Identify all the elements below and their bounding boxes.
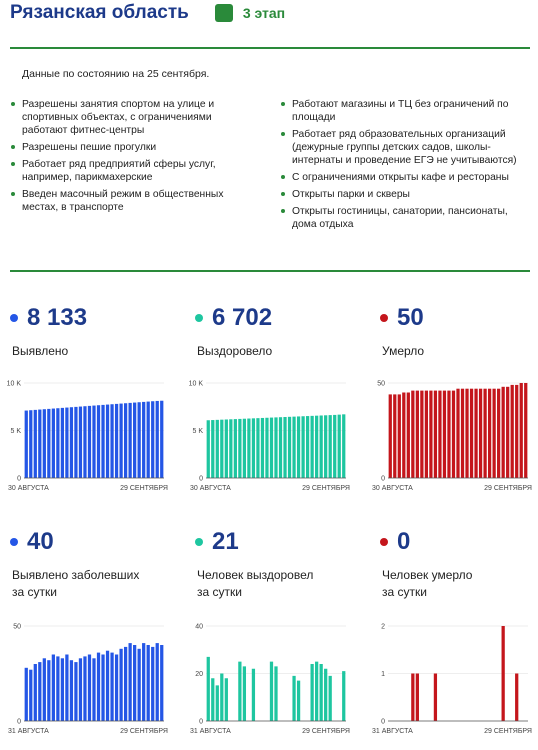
bar	[216, 685, 219, 721]
chart-died-daily	[372, 618, 532, 748]
bar	[156, 401, 159, 478]
recovered-daily-dot-icon	[195, 538, 203, 546]
bar	[56, 408, 59, 478]
stage-badge	[215, 4, 285, 22]
x-tick-label-start: 30 АВГУСТА	[8, 485, 49, 492]
list-item: Разрешены пешие прогулки	[10, 141, 258, 154]
stage-square-icon	[215, 4, 233, 22]
bar	[88, 655, 91, 722]
bar	[425, 391, 428, 478]
x-tick-label-start: 31 АВГУСТА	[8, 728, 49, 735]
bar	[270, 662, 273, 721]
bar	[292, 676, 295, 721]
x-tick-label-end: 29 СЕНТЯБРЯ	[302, 485, 350, 492]
bar	[474, 389, 477, 478]
bar	[315, 416, 318, 478]
y-tick-label: 5 K	[192, 428, 203, 435]
x-tick-label-end: 29 СЕНТЯБРЯ	[484, 728, 532, 735]
bar	[447, 391, 450, 478]
bar	[83, 406, 86, 478]
stat-label-line2: за сутки	[382, 585, 427, 599]
bar	[225, 419, 228, 478]
bar	[207, 420, 210, 478]
stage-label: 3 этап	[242, 5, 286, 21]
bar	[315, 662, 318, 721]
detected-dot-icon	[10, 314, 18, 322]
bar	[429, 391, 432, 478]
bar	[320, 664, 323, 721]
bar	[147, 402, 150, 478]
bar	[407, 393, 410, 479]
bar	[138, 649, 141, 721]
bar	[138, 402, 141, 478]
y-tick-label: 2	[381, 623, 385, 631]
stat-value: 8 133	[27, 304, 88, 331]
bar	[61, 408, 64, 478]
bar	[511, 385, 514, 478]
bar	[124, 647, 127, 721]
bar	[292, 417, 295, 478]
bar	[515, 385, 518, 478]
bar	[216, 420, 219, 478]
bar	[274, 417, 277, 478]
bar	[56, 656, 59, 721]
stat-label: Умерло	[382, 344, 425, 358]
bar	[252, 418, 255, 478]
list-item: Открыты гостиницы, санатории, пансионаты, дома отдыха	[280, 205, 528, 231]
restrictions-left-list	[10, 98, 258, 218]
stat-label-line1: Человек выздоровел	[197, 568, 314, 582]
died-daily-dot-icon	[380, 538, 388, 546]
stat-value: 50	[397, 304, 424, 331]
stat-detected	[10, 303, 170, 358]
y-tick-label: 5 K	[10, 428, 21, 435]
y-tick-label: 10 K	[188, 380, 203, 388]
bar	[110, 404, 113, 478]
stat-label-line2: за сутки	[197, 585, 242, 599]
bar	[416, 391, 419, 478]
y-tick-label: 50	[13, 623, 21, 631]
y-tick-label: 10 K	[6, 380, 21, 388]
bar	[38, 662, 41, 721]
stat-label-line1: Выявлено заболевших	[12, 568, 140, 582]
bar	[142, 402, 145, 478]
stat-died-daily	[380, 527, 538, 599]
bar	[142, 643, 145, 721]
bar	[411, 391, 414, 478]
bar	[524, 383, 527, 478]
chart-detected	[8, 375, 168, 505]
bar	[34, 410, 37, 478]
stat-label	[382, 567, 472, 601]
bar	[398, 394, 401, 478]
bar	[65, 408, 68, 478]
bar	[160, 401, 163, 478]
bar	[234, 419, 237, 478]
y-tick-label: 0	[17, 718, 21, 726]
stat-label: Выявлено	[12, 344, 69, 358]
bar	[47, 409, 50, 478]
bar	[333, 415, 336, 478]
bar	[124, 403, 127, 478]
bar	[297, 416, 300, 478]
bar	[470, 389, 473, 478]
bar	[38, 410, 41, 478]
bar	[151, 401, 154, 478]
x-tick-label-start: 31 АВГУСТА	[372, 728, 413, 735]
y-tick-label: 0	[199, 718, 203, 726]
bar	[465, 389, 468, 478]
bar	[129, 643, 132, 721]
chart-detected-daily	[8, 618, 168, 748]
bar	[156, 643, 159, 721]
bar	[220, 674, 223, 722]
bar	[389, 394, 392, 478]
bar	[520, 383, 523, 478]
bar	[225, 678, 228, 721]
died-dot-icon	[380, 314, 388, 322]
bar	[110, 653, 113, 721]
bar	[52, 655, 55, 722]
bar	[79, 658, 82, 721]
chart-died	[372, 375, 532, 505]
bar	[493, 389, 496, 478]
x-tick-label-start: 30 АВГУСТА	[190, 485, 231, 492]
as-of-date: Данные по состоянию на 25 сентября.	[22, 68, 210, 80]
bar	[311, 416, 314, 478]
bar	[106, 651, 109, 721]
list-item: Введен масочный режим в общественных местах, в транспорте	[10, 188, 258, 214]
bar	[411, 674, 414, 722]
y-tick-label: 50	[377, 380, 385, 388]
bar	[61, 658, 64, 721]
bar	[119, 404, 122, 478]
stat-recovered-daily	[195, 527, 355, 599]
bar	[502, 387, 505, 478]
bar	[438, 391, 441, 478]
bar	[238, 662, 241, 721]
y-tick-label: 1	[381, 671, 385, 678]
bar	[211, 420, 214, 478]
x-tick-label-end: 29 СЕНТЯБРЯ	[120, 485, 168, 492]
bar	[74, 407, 77, 478]
bar	[402, 393, 405, 479]
top-divider	[10, 47, 530, 49]
bar	[488, 389, 491, 478]
bar	[483, 389, 486, 478]
stat-value: 0	[397, 528, 411, 555]
list-item: Работают магазины и ТЦ без ограничений по площади	[280, 98, 528, 124]
bar	[329, 415, 332, 478]
bar	[47, 660, 50, 721]
bar	[320, 415, 323, 478]
list-item: Работает ряд образовательных организаций (дежурные группы детских садов, школы-интернаты и проведение ЕГЭ не учитываются)	[280, 128, 528, 167]
bar	[279, 417, 282, 478]
stat-died	[380, 303, 538, 358]
bar	[252, 669, 255, 721]
bar	[34, 664, 37, 721]
bar	[247, 419, 250, 478]
bar	[274, 666, 277, 721]
bar	[101, 655, 104, 722]
bar	[43, 658, 46, 721]
bar	[119, 649, 122, 721]
bar	[25, 411, 28, 478]
bar	[434, 391, 437, 478]
x-tick-label-end: 29 СЕНТЯБРЯ	[484, 485, 532, 492]
bar	[324, 669, 327, 721]
bar	[29, 410, 32, 478]
y-tick-label: 0	[17, 475, 21, 483]
bar	[297, 681, 300, 721]
bar	[311, 664, 314, 721]
x-tick-label-start: 30 АВГУСТА	[372, 485, 413, 492]
bar	[220, 420, 223, 478]
x-tick-label-end: 29 СЕНТЯБРЯ	[120, 728, 168, 735]
bar	[502, 626, 505, 721]
bar	[52, 409, 55, 478]
bar	[324, 415, 327, 478]
bar	[238, 419, 241, 478]
bar	[283, 417, 286, 478]
y-tick-label: 0	[381, 718, 385, 726]
bar	[79, 407, 82, 478]
chart-recovered	[190, 375, 350, 505]
bar	[461, 389, 464, 478]
bar	[338, 415, 341, 478]
bar	[147, 645, 150, 721]
bar	[70, 660, 73, 721]
bar	[434, 674, 437, 722]
list-item: Работает ряд предприятий сферы услуг, например, парикмахерские	[10, 158, 258, 184]
bar	[97, 405, 100, 478]
bar	[342, 414, 345, 478]
bar	[160, 645, 163, 721]
stat-label	[12, 567, 139, 601]
bar	[211, 678, 214, 721]
bar	[416, 674, 419, 722]
bar	[243, 666, 246, 721]
stat-value: 6 702	[212, 304, 273, 331]
stat-detected-daily	[10, 527, 170, 599]
bar	[29, 670, 32, 721]
bar	[115, 655, 118, 722]
bar	[456, 389, 459, 478]
bar	[92, 406, 95, 478]
bar	[329, 676, 332, 721]
bar	[97, 653, 100, 721]
x-tick-label-start: 31 АВГУСТА	[190, 728, 231, 735]
bar	[301, 416, 304, 478]
bar	[207, 657, 210, 721]
y-tick-label: 20	[195, 671, 203, 678]
region-title: Рязанская область	[10, 2, 189, 23]
bar	[133, 403, 136, 478]
bar	[92, 658, 95, 721]
bar	[306, 416, 309, 478]
stat-value: 40	[27, 528, 54, 555]
y-tick-label: 0	[381, 475, 385, 483]
y-tick-label: 40	[195, 623, 203, 631]
bar	[261, 418, 264, 478]
restrictions-right-list	[280, 98, 528, 235]
chart-recovered-daily	[190, 618, 350, 748]
stat-label-line1: Человек умерло	[382, 568, 473, 582]
bar	[393, 394, 396, 478]
bar	[25, 668, 28, 721]
bar	[101, 405, 104, 478]
bar	[43, 409, 46, 478]
bar	[129, 403, 132, 478]
bar	[88, 406, 91, 478]
list-item: Разрешены занятия спортом на улице и спортивных объектах, с ограничениями работают фитнес-центры	[10, 98, 258, 137]
bar	[83, 656, 86, 721]
stat-value: 21	[212, 528, 239, 555]
bar	[65, 655, 68, 722]
x-tick-label-end: 29 СЕНТЯБРЯ	[302, 728, 350, 735]
page-header	[10, 0, 285, 26]
bar	[106, 405, 109, 478]
bar	[270, 418, 273, 478]
mid-divider	[10, 270, 530, 272]
bar	[479, 389, 482, 478]
bar	[151, 647, 154, 721]
y-tick-label: 0	[199, 475, 203, 483]
stat-label: Выздоровело	[197, 344, 273, 358]
detected-daily-dot-icon	[10, 538, 18, 546]
bar	[506, 387, 509, 478]
bar	[70, 407, 73, 478]
bar	[288, 417, 291, 478]
bar	[420, 391, 423, 478]
bar	[256, 418, 259, 478]
bar	[243, 419, 246, 478]
bar	[443, 391, 446, 478]
bar	[115, 404, 118, 478]
bar	[265, 418, 268, 478]
stat-recovered	[195, 303, 355, 358]
bar	[229, 419, 232, 478]
bar	[452, 391, 455, 478]
stat-label-line2: за сутки	[12, 585, 57, 599]
recovered-dot-icon	[195, 314, 203, 322]
stat-label	[197, 567, 313, 601]
list-item: Открыты парки и скверы	[280, 188, 528, 201]
bar	[74, 662, 77, 721]
list-item: С ограничениями открыты кафе и рестораны	[280, 171, 528, 184]
bar	[515, 674, 518, 722]
bar	[342, 671, 345, 721]
bar	[133, 645, 136, 721]
bar	[497, 389, 500, 478]
